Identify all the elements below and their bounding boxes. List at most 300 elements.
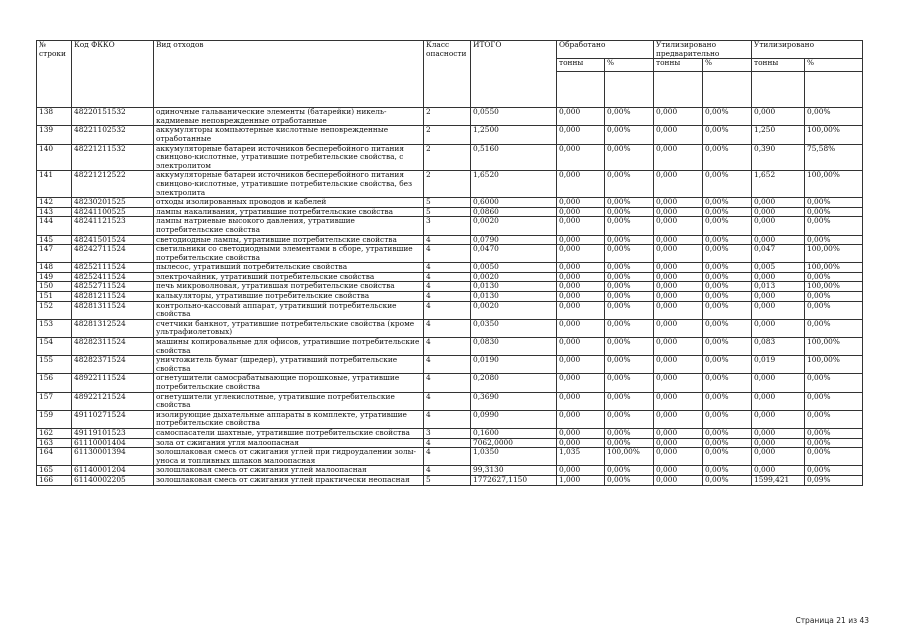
pre-utilized-tons-cell: 0,000 (654, 292, 703, 302)
pre-utilized-percent-cell: 0,00% (703, 144, 752, 171)
pre-utilized-tons-cell: 0,000 (654, 374, 703, 392)
utilized-tons-cell: 0,000 (752, 428, 805, 438)
waste-name-cell: золошлаковая смесь от сжигания углей практически неопасная (154, 475, 424, 485)
pre-utilized-percent-cell: 0,00% (703, 282, 752, 292)
table-row (37, 217, 863, 235)
table-row (37, 338, 863, 356)
pre-utilized-percent-cell: 0,00% (703, 263, 752, 273)
fkko-code-cell: 48221212522 (72, 171, 154, 198)
total-value-cell: 0,0550 (471, 108, 557, 126)
pre-utilized-percent-cell: 0,00% (703, 475, 752, 485)
fkko-code-cell: 61130001394 (72, 448, 154, 466)
table-row (37, 198, 863, 208)
utilized-tons-cell: 0,000 (752, 235, 805, 245)
table-row (37, 319, 863, 337)
utilized-percent-cell: 0,00% (805, 374, 863, 392)
row-number-cell: 138 (37, 108, 72, 126)
utilized-percent-cell: 0,00% (805, 207, 863, 217)
header-pre-utilized-percent: % (703, 59, 752, 72)
header-spacer (703, 72, 752, 108)
hazard-class-cell: 4 (424, 438, 471, 448)
hazard-class-cell: 3 (424, 428, 471, 438)
pre-utilized-tons-cell: 0,000 (654, 263, 703, 273)
processed-percent-cell: 0,00% (605, 392, 654, 410)
processed-percent-cell: 0,00% (605, 428, 654, 438)
processed-tons-cell: 1,000 (557, 475, 605, 485)
utilized-tons-cell: 0,000 (752, 374, 805, 392)
hazard-class-cell: 5 (424, 475, 471, 485)
header-spacer (805, 72, 863, 108)
total-value-cell: 0,0350 (471, 319, 557, 337)
pre-utilized-tons-cell: 0,000 (654, 448, 703, 466)
processed-tons-cell: 0,000 (557, 217, 605, 235)
waste-name-cell: лампы натриевые высокого давления, утратившие потребительские свойства (154, 217, 424, 235)
fkko-code-cell: 48281211524 (72, 292, 154, 302)
utilized-percent-cell: 0,00% (805, 392, 863, 410)
fkko-code-cell: 48281311524 (72, 301, 154, 319)
pre-utilized-tons-cell: 0,000 (654, 108, 703, 126)
utilized-percent-cell: 0,00% (805, 438, 863, 448)
utilized-percent-cell: 100,00% (805, 126, 863, 144)
utilized-percent-cell: 100,00% (805, 282, 863, 292)
hazard-class-cell: 5 (424, 207, 471, 217)
row-number-cell: 140 (37, 144, 72, 171)
processed-percent-cell: 0,00% (605, 217, 654, 235)
table-row (37, 171, 863, 198)
table-row (37, 126, 863, 144)
processed-percent-cell: 0,00% (605, 126, 654, 144)
processed-tons-cell: 0,000 (557, 144, 605, 171)
row-number-cell: 154 (37, 338, 72, 356)
utilized-tons-cell: 0,013 (752, 282, 805, 292)
header-processed-tons: тонны (557, 59, 605, 72)
total-value-cell: 0,0190 (471, 356, 557, 374)
utilized-tons-cell: 0,019 (752, 356, 805, 374)
header-row-no: № строки (37, 41, 72, 108)
processed-tons-cell: 0,000 (557, 374, 605, 392)
pre-utilized-percent-cell: 0,00% (703, 245, 752, 263)
hazard-class-cell: 4 (424, 272, 471, 282)
fkko-code-cell: 48221211532 (72, 144, 154, 171)
pre-utilized-tons-cell: 0,000 (654, 301, 703, 319)
processed-tons-cell: 0,000 (557, 282, 605, 292)
processed-tons-cell: 0,000 (557, 392, 605, 410)
header-total: ИТОГО (471, 41, 557, 108)
utilized-tons-cell: 0,000 (752, 301, 805, 319)
pre-utilized-percent-cell: 0,00% (703, 292, 752, 302)
fkko-code-cell: 48252111524 (72, 263, 154, 273)
waste-name-cell: уничтожитель бумаг (шредер), утративший потребительские свойства (154, 356, 424, 374)
pre-utilized-percent-cell: 0,00% (703, 392, 752, 410)
table-row (37, 466, 863, 476)
fkko-code-cell: 48241121523 (72, 217, 154, 235)
utilized-percent-cell: 100,00% (805, 338, 863, 356)
hazard-class-cell: 4 (424, 263, 471, 273)
hazard-class-cell: 2 (424, 126, 471, 144)
utilized-percent-cell: 0,00% (805, 448, 863, 466)
fkko-code-cell: 48230201525 (72, 198, 154, 208)
row-number-cell: 149 (37, 272, 72, 282)
utilized-tons-cell: 0,000 (752, 198, 805, 208)
processed-tons-cell: 0,000 (557, 198, 605, 208)
utilized-percent-cell: 100,00% (805, 356, 863, 374)
processed-tons-cell: 0,000 (557, 245, 605, 263)
utilized-tons-cell: 0,000 (752, 448, 805, 466)
pre-utilized-percent-cell: 0,00% (703, 272, 752, 282)
header-utilized-tons: тонны (752, 59, 805, 72)
waste-name-cell: отходы изолированных проводов и кабелей (154, 198, 424, 208)
utilized-tons-cell: 1,652 (752, 171, 805, 198)
row-number-cell: 150 (37, 282, 72, 292)
row-number-cell: 156 (37, 374, 72, 392)
table-row (37, 410, 863, 428)
total-value-cell: 1,2500 (471, 126, 557, 144)
processed-percent-cell: 0,00% (605, 272, 654, 282)
processed-percent-cell: 0,00% (605, 301, 654, 319)
pre-utilized-percent-cell: 0,00% (703, 217, 752, 235)
row-number-cell: 155 (37, 356, 72, 374)
processed-tons-cell: 0,000 (557, 235, 605, 245)
processed-percent-cell: 0,00% (605, 319, 654, 337)
row-number-cell: 139 (37, 126, 72, 144)
hazard-class-cell: 2 (424, 171, 471, 198)
utilized-percent-cell: 0,00% (805, 235, 863, 245)
pre-utilized-tons-cell: 0,000 (654, 392, 703, 410)
table-row (37, 374, 863, 392)
waste-name-cell: контрольно-кассовый аппарат, утративший потребительские свойства (154, 301, 424, 319)
processed-tons-cell: 0,000 (557, 301, 605, 319)
fkko-code-cell: 48241100525 (72, 207, 154, 217)
row-number-cell: 141 (37, 171, 72, 198)
waste-name-cell: печь микроволновая, утратившая потребительские свойства (154, 282, 424, 292)
utilized-percent-cell: 0,00% (805, 108, 863, 126)
header-waste-type: Вид отходов (154, 41, 424, 108)
processed-tons-cell: 0,000 (557, 356, 605, 374)
fkko-code-cell: 48282311524 (72, 338, 154, 356)
pre-utilized-tons-cell: 0,000 (654, 466, 703, 476)
table-row (37, 356, 863, 374)
header-spacer (752, 72, 805, 108)
header-processed: Обработано (557, 41, 654, 59)
row-number-cell: 163 (37, 438, 72, 448)
processed-percent-cell: 0,00% (605, 207, 654, 217)
waste-name-cell: аккумуляторные батареи источников бесперебойного питания свинцово-кислотные, утратившие потребительские свойства, без электролита (154, 171, 424, 198)
processed-percent-cell: 0,00% (605, 144, 654, 171)
table-header (37, 41, 863, 108)
processed-tons-cell: 0,000 (557, 126, 605, 144)
row-number-cell: 164 (37, 448, 72, 466)
pre-utilized-tons-cell: 0,000 (654, 410, 703, 428)
table-row (37, 392, 863, 410)
processed-tons-cell: 0,000 (557, 272, 605, 282)
pre-utilized-tons-cell: 0,000 (654, 338, 703, 356)
waste-name-cell: золошлаковая смесь от сжигания углей при гидроудалении золы-уноса и топливных шлаков малоопасная (154, 448, 424, 466)
table-row (37, 272, 863, 282)
hazard-class-cell: 4 (424, 448, 471, 466)
hazard-class-cell: 4 (424, 245, 471, 263)
pre-utilized-tons-cell: 0,000 (654, 126, 703, 144)
pre-utilized-percent-cell: 0,00% (703, 126, 752, 144)
header-spacer (557, 72, 605, 108)
total-value-cell: 0,0790 (471, 235, 557, 245)
fkko-code-cell: 48922121524 (72, 392, 154, 410)
pre-utilized-percent-cell: 0,00% (703, 235, 752, 245)
hazard-class-cell: 4 (424, 301, 471, 319)
table-row (37, 448, 863, 466)
waste-name-cell: светодиодные лампы, утратившие потребительские свойства (154, 235, 424, 245)
fkko-code-cell: 48922111524 (72, 374, 154, 392)
hazard-class-cell: 4 (424, 338, 471, 356)
total-value-cell: 0,0860 (471, 207, 557, 217)
utilized-percent-cell: 100,00% (805, 263, 863, 273)
utilized-tons-cell: 0,083 (752, 338, 805, 356)
waste-name-cell: калькуляторы, утратившие потребительские свойства (154, 292, 424, 302)
utilized-tons-cell: 0,000 (752, 466, 805, 476)
header-utilized-percent: % (805, 59, 863, 72)
row-number-cell: 159 (37, 410, 72, 428)
processed-percent-cell: 0,00% (605, 292, 654, 302)
table-row (37, 475, 863, 485)
fkko-code-cell: 48241501524 (72, 235, 154, 245)
pre-utilized-tons-cell: 0,000 (654, 217, 703, 235)
processed-tons-cell: 0,000 (557, 466, 605, 476)
pre-utilized-percent-cell: 0,00% (703, 466, 752, 476)
utilized-percent-cell: 0,00% (805, 272, 863, 282)
table-row (37, 292, 863, 302)
processed-tons-cell: 1,035 (557, 448, 605, 466)
hazard-class-cell: 4 (424, 292, 471, 302)
pre-utilized-tons-cell: 0,000 (654, 207, 703, 217)
utilized-percent-cell: 100,00% (805, 245, 863, 263)
pre-utilized-tons-cell: 0,000 (654, 428, 703, 438)
utilized-tons-cell: 0,000 (752, 392, 805, 410)
waste-name-cell: счетчики банкнот, утратившие потребительские свойства (кроме ультрафиолетовых) (154, 319, 424, 337)
header-spacer (654, 72, 703, 108)
processed-percent-cell: 0,00% (605, 410, 654, 428)
utilized-tons-cell: 0,390 (752, 144, 805, 171)
total-value-cell: 0,0130 (471, 292, 557, 302)
row-number-cell: 157 (37, 392, 72, 410)
processed-percent-cell: 0,00% (605, 171, 654, 198)
total-value-cell: 0,0990 (471, 410, 557, 428)
processed-percent-cell: 0,00% (605, 245, 654, 263)
hazard-class-cell: 4 (424, 410, 471, 428)
total-value-cell: 1772627,1150 (471, 475, 557, 485)
fkko-code-cell: 48252411524 (72, 272, 154, 282)
utilized-tons-cell: 0,000 (752, 319, 805, 337)
utilized-tons-cell: 0,047 (752, 245, 805, 263)
pre-utilized-percent-cell: 0,00% (703, 301, 752, 319)
total-value-cell: 0,0130 (471, 282, 557, 292)
pre-utilized-tons-cell: 0,000 (654, 356, 703, 374)
header-hazard-class: Класс опасности (424, 41, 471, 108)
processed-percent-cell: 100,00% (605, 448, 654, 466)
utilized-percent-cell: 0,00% (805, 198, 863, 208)
hazard-class-cell: 2 (424, 108, 471, 126)
processed-percent-cell: 0,00% (605, 235, 654, 245)
processed-tons-cell: 0,000 (557, 438, 605, 448)
fkko-code-cell: 48281312524 (72, 319, 154, 337)
pre-utilized-tons-cell: 0,000 (654, 235, 703, 245)
table-row (37, 263, 863, 273)
pre-utilized-tons-cell: 0,000 (654, 319, 703, 337)
utilized-tons-cell: 0,000 (752, 292, 805, 302)
row-number-cell: 153 (37, 319, 72, 337)
hazard-class-cell: 2 (424, 144, 471, 171)
total-value-cell: 0,5160 (471, 144, 557, 171)
utilized-percent-cell: 0,09% (805, 475, 863, 485)
utilized-percent-cell: 0,00% (805, 466, 863, 476)
utilized-percent-cell: 0,00% (805, 428, 863, 438)
fkko-code-cell: 49110271524 (72, 410, 154, 428)
utilized-percent-cell: 0,00% (805, 292, 863, 302)
waste-name-cell: пылесос, утративший потребительские свойства (154, 263, 424, 273)
hazard-class-cell: 4 (424, 235, 471, 245)
row-number-cell: 145 (37, 235, 72, 245)
page-number: Страница 21 из 43 (795, 616, 869, 625)
pre-utilized-tons-cell: 0,000 (654, 282, 703, 292)
pre-utilized-percent-cell: 0,00% (703, 374, 752, 392)
waste-name-cell: лампы накаливания, утратившие потребительские свойства (154, 207, 424, 217)
table-row (37, 301, 863, 319)
processed-percent-cell: 0,00% (605, 282, 654, 292)
processed-percent-cell: 0,00% (605, 263, 654, 273)
total-value-cell: 0,1600 (471, 428, 557, 438)
total-value-cell: 0,0470 (471, 245, 557, 263)
pre-utilized-tons-cell: 0,000 (654, 245, 703, 263)
row-number-cell: 142 (37, 198, 72, 208)
header-spacer (605, 72, 654, 108)
pre-utilized-tons-cell: 0,000 (654, 144, 703, 171)
row-number-cell: 143 (37, 207, 72, 217)
utilized-percent-cell: 0,00% (805, 217, 863, 235)
header-fkko: Код ФККО (72, 41, 154, 108)
row-number-cell: 165 (37, 466, 72, 476)
fkko-code-cell: 48220151532 (72, 108, 154, 126)
pre-utilized-tons-cell: 0,000 (654, 438, 703, 448)
table-row (37, 438, 863, 448)
utilized-percent-cell: 75,58% (805, 144, 863, 171)
header-utilized: Утилизировано (752, 41, 863, 59)
pre-utilized-percent-cell: 0,00% (703, 448, 752, 466)
row-number-cell: 147 (37, 245, 72, 263)
waste-name-cell: светильники со светодиодными элементами в сборе, утратившие потребительские свойства (154, 245, 424, 263)
hazard-class-cell: 4 (424, 392, 471, 410)
hazard-class-cell: 4 (424, 374, 471, 392)
fkko-code-cell: 61110001404 (72, 438, 154, 448)
row-number-cell: 148 (37, 263, 72, 273)
processed-tons-cell: 0,000 (557, 292, 605, 302)
processed-tons-cell: 0,000 (557, 410, 605, 428)
pre-utilized-tons-cell: 0,000 (654, 198, 703, 208)
utilized-tons-cell: 0,000 (752, 108, 805, 126)
total-value-cell: 0,0020 (471, 272, 557, 282)
hazard-class-cell: 3 (424, 217, 471, 235)
utilized-percent-cell: 0,00% (805, 410, 863, 428)
processed-percent-cell: 0,00% (605, 438, 654, 448)
utilized-tons-cell: 0,000 (752, 207, 805, 217)
processed-percent-cell: 0,00% (605, 108, 654, 126)
utilized-tons-cell: 1599,421 (752, 475, 805, 485)
hazard-class-cell: 4 (424, 356, 471, 374)
total-value-cell: 0,6000 (471, 198, 557, 208)
hazard-class-cell: 4 (424, 319, 471, 337)
header-processed-percent: % (605, 59, 654, 72)
processed-tons-cell: 0,000 (557, 428, 605, 438)
hazard-class-cell: 4 (424, 282, 471, 292)
utilized-tons-cell: 0,005 (752, 263, 805, 273)
processed-tons-cell: 0,000 (557, 319, 605, 337)
total-value-cell: 0,0050 (471, 263, 557, 273)
total-value-cell: 1,6520 (471, 171, 557, 198)
table-body (37, 108, 863, 485)
pre-utilized-percent-cell: 0,00% (703, 171, 752, 198)
utilized-tons-cell: 0,000 (752, 272, 805, 282)
waste-name-cell: одиночные гальванические элементы (батарейки) никель-кадмиевые неповрежденные отработанные (154, 108, 424, 126)
pre-utilized-percent-cell: 0,00% (703, 338, 752, 356)
total-value-cell: 0,3690 (471, 392, 557, 410)
total-value-cell: 7062,0000 (471, 438, 557, 448)
pre-utilized-percent-cell: 0,00% (703, 207, 752, 217)
processed-tons-cell: 0,000 (557, 338, 605, 356)
pre-utilized-percent-cell: 0,00% (703, 108, 752, 126)
row-number-cell: 152 (37, 301, 72, 319)
waste-name-cell: машины копировальные для офисов, утратившие потребительские свойства (154, 338, 424, 356)
table-row (37, 282, 863, 292)
row-number-cell: 151 (37, 292, 72, 302)
processed-percent-cell: 0,00% (605, 338, 654, 356)
pre-utilized-tons-cell: 0,000 (654, 475, 703, 485)
total-value-cell: 0,2080 (471, 374, 557, 392)
waste-name-cell: электрочайник, утративший потребительские свойства (154, 272, 424, 282)
total-value-cell: 99,3130 (471, 466, 557, 476)
fkko-code-cell: 61140002205 (72, 475, 154, 485)
pre-utilized-percent-cell: 0,00% (703, 410, 752, 428)
fkko-code-cell: 48221102532 (72, 126, 154, 144)
row-number-cell: 144 (37, 217, 72, 235)
header-pre-utilized-tons: тонны (654, 59, 703, 72)
pre-utilized-tons-cell: 0,000 (654, 272, 703, 282)
processed-tons-cell: 0,000 (557, 171, 605, 198)
utilized-percent-cell: 100,00% (805, 171, 863, 198)
table-row (37, 207, 863, 217)
row-number-cell: 162 (37, 428, 72, 438)
header-pre-utilized: Утилизировано предварительно (654, 41, 752, 59)
fkko-code-cell: 48252711524 (72, 282, 154, 292)
total-value-cell: 0,0020 (471, 217, 557, 235)
utilized-tons-cell: 0,000 (752, 217, 805, 235)
waste-name-cell: золошлаковая смесь от сжигания углей малоопасная (154, 466, 424, 476)
processed-percent-cell: 0,00% (605, 356, 654, 374)
waste-name-cell: аккумуляторы компьютерные кислотные неповрежденные отработанные (154, 126, 424, 144)
waste-name-cell: изолирующие дыхательные аппараты в комплекте, утратившие потребительские свойства (154, 410, 424, 428)
table-row (37, 428, 863, 438)
total-value-cell: 0,0020 (471, 301, 557, 319)
utilized-tons-cell: 0,000 (752, 410, 805, 428)
utilized-tons-cell: 0,000 (752, 438, 805, 448)
pre-utilized-percent-cell: 0,00% (703, 319, 752, 337)
processed-tons-cell: 0,000 (557, 207, 605, 217)
fkko-code-cell: 48282371524 (72, 356, 154, 374)
pre-utilized-percent-cell: 0,00% (703, 428, 752, 438)
table-row (37, 235, 863, 245)
processed-tons-cell: 0,000 (557, 263, 605, 273)
total-value-cell: 1,0350 (471, 448, 557, 466)
waste-name-cell: аккумуляторные батареи источников бесперебойного питания свинцово-кислотные, утратившие потребительские свойства, с электролитом (154, 144, 424, 171)
fkko-code-cell: 49119101523 (72, 428, 154, 438)
table-row (37, 245, 863, 263)
table-row (37, 144, 863, 171)
